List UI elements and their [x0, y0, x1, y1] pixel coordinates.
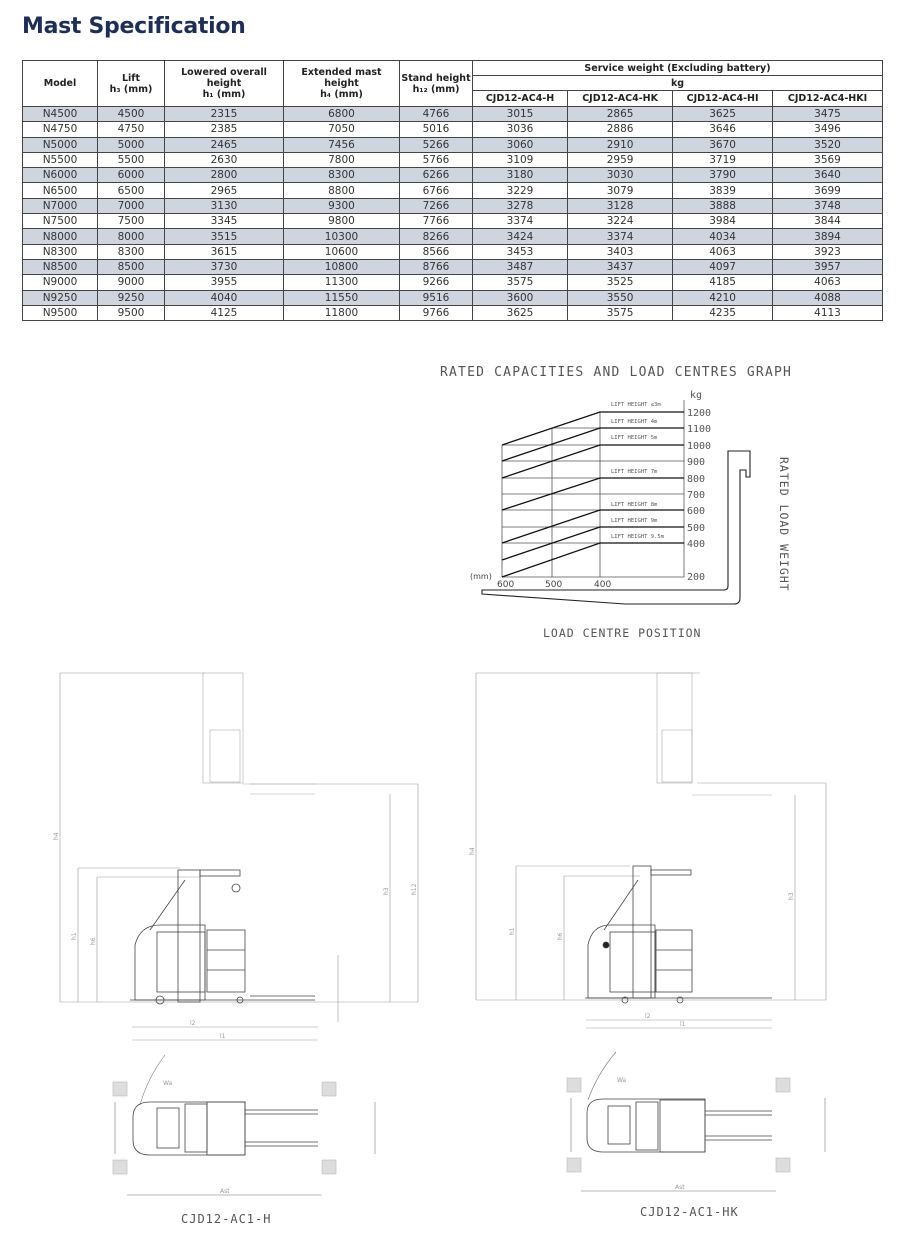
value-cell: 3525 [568, 275, 673, 290]
value-cell: 3374 [568, 229, 673, 244]
value-cell: 3130 [165, 198, 284, 213]
caption-right-drawing: CJD12-AC1-HK [640, 1205, 739, 1219]
value-cell: 8266 [400, 229, 473, 244]
model-cell: N4750 [23, 122, 98, 137]
svg-text:LIFT HEIGHT 4m: LIFT HEIGHT 4m [611, 419, 658, 425]
model-cell: N8300 [23, 244, 98, 259]
value-cell: 3699 [773, 183, 883, 198]
value-cell: 11550 [284, 290, 400, 305]
value-cell: 3984 [673, 214, 773, 229]
value-cell: 3030 [568, 168, 673, 183]
model-cell: N9250 [23, 290, 98, 305]
top-view-right [567, 1052, 825, 1191]
svg-text:200: 200 [687, 572, 706, 583]
value-cell: 8000 [98, 229, 165, 244]
value-cell: 7800 [284, 152, 400, 167]
side-view-left [60, 673, 418, 1040]
truck-body-right [585, 866, 772, 1003]
value-cell: 9800 [284, 214, 400, 229]
svg-text:h12: h12 [411, 883, 418, 895]
svg-text:400: 400 [687, 539, 706, 550]
value-cell: 3575 [568, 305, 673, 320]
value-cell: 3496 [773, 122, 883, 137]
value-cell: 3515 [165, 229, 284, 244]
value-cell: 3437 [568, 259, 673, 274]
value-cell: 3839 [673, 183, 773, 198]
value-cell: 7500 [98, 214, 165, 229]
header-stand-height: Stand height h₁₂ (mm) [400, 61, 473, 107]
value-cell: 4766 [400, 107, 473, 122]
value-cell: 3475 [773, 107, 883, 122]
graph-y-unit: kg [690, 390, 703, 401]
value-cell: 3520 [773, 137, 883, 152]
header-extended-height: Extended mast height h₄ (mm) [284, 61, 400, 107]
model-cell: N9500 [23, 305, 98, 320]
value-cell: 4235 [673, 305, 773, 320]
value-cell: 3730 [165, 259, 284, 274]
svg-text:h4: h4 [53, 832, 60, 840]
header-variant: CJD12-AC4-HK [568, 91, 673, 107]
value-cell: 4185 [673, 275, 773, 290]
header-variant: CJD12-AC4-H [473, 91, 568, 107]
value-cell: 2886 [568, 122, 673, 137]
graph-y-axis-label: RATED LOAD WEIGHT [777, 457, 791, 592]
svg-text:l1: l1 [220, 1033, 226, 1040]
value-cell: 7266 [400, 198, 473, 213]
model-cell: N7000 [23, 198, 98, 213]
svg-text:1200: 1200 [687, 408, 712, 419]
value-cell: 2315 [165, 107, 284, 122]
svg-text:h6: h6 [557, 932, 564, 940]
value-cell: 11800 [284, 305, 400, 320]
svg-text:h1: h1 [71, 932, 78, 940]
value-cell: 3625 [473, 305, 568, 320]
value-cell: 3036 [473, 122, 568, 137]
value-cell: 7456 [284, 137, 400, 152]
value-cell: 5766 [400, 152, 473, 167]
model-cell: N8500 [23, 259, 98, 274]
value-cell: 3424 [473, 229, 568, 244]
value-cell: 5266 [400, 137, 473, 152]
value-cell: 3079 [568, 183, 673, 198]
svg-text:h3: h3 [383, 887, 390, 895]
model-cell: N7500 [23, 214, 98, 229]
page-title: Mast Specification [22, 14, 246, 39]
value-cell: 3453 [473, 244, 568, 259]
value-cell: 9766 [400, 305, 473, 320]
value-cell: 4113 [773, 305, 883, 320]
value-cell: 10300 [284, 229, 400, 244]
value-cell: 4125 [165, 305, 284, 320]
value-cell: 3224 [568, 214, 673, 229]
value-cell: 3278 [473, 198, 568, 213]
value-cell: 2865 [568, 107, 673, 122]
svg-text:l1: l1 [680, 1021, 686, 1028]
value-cell: 11300 [284, 275, 400, 290]
value-cell: 2630 [165, 152, 284, 167]
value-cell: 3923 [773, 244, 883, 259]
value-cell: 4034 [673, 229, 773, 244]
header-lowered-height: Lowered overall height h₁ (mm) [165, 61, 284, 107]
value-cell: 3060 [473, 137, 568, 152]
header-lift: Lift h₃ (mm) [98, 61, 165, 107]
value-cell: 3790 [673, 168, 773, 183]
svg-text:Ast: Ast [220, 1188, 230, 1195]
value-cell: 8766 [400, 259, 473, 274]
svg-text:l2: l2 [645, 1013, 651, 1020]
svg-text:600: 600 [497, 580, 515, 590]
value-cell: 7766 [400, 214, 473, 229]
truck-body-left [130, 870, 315, 1004]
model-cell: N5000 [23, 137, 98, 152]
svg-text:LIFT HEIGHT 8m: LIFT HEIGHT 8m [611, 502, 658, 508]
model-cell: N8000 [23, 229, 98, 244]
value-cell: 9000 [98, 275, 165, 290]
side-view-right [476, 673, 826, 1028]
value-cell: 3748 [773, 198, 883, 213]
value-cell: 2800 [165, 168, 284, 183]
svg-text:500: 500 [545, 580, 563, 590]
top-dimension-labels [163, 1077, 685, 1195]
value-cell: 2965 [165, 183, 284, 198]
value-cell: 4500 [98, 107, 165, 122]
svg-text:h3: h3 [788, 892, 795, 900]
side-dimension-labels-right [469, 847, 795, 1028]
value-cell: 9300 [284, 198, 400, 213]
value-cell: 8500 [98, 259, 165, 274]
value-cell: 2385 [165, 122, 284, 137]
svg-text:500: 500 [687, 523, 706, 534]
value-cell: 3403 [568, 244, 673, 259]
graph-x-axis-label: LOAD CENTRE POSITION [543, 626, 702, 640]
value-cell: 6500 [98, 183, 165, 198]
value-cell: 4750 [98, 122, 165, 137]
value-cell: 3345 [165, 214, 284, 229]
svg-text:(mm): (mm) [470, 572, 492, 581]
value-cell: 4063 [773, 275, 883, 290]
graph-curve-labels [611, 402, 665, 540]
truck-top-left [133, 1102, 318, 1155]
header-service-unit: kg [473, 76, 883, 91]
value-cell: 3575 [473, 275, 568, 290]
value-cell: 3894 [773, 229, 883, 244]
value-cell: 6800 [284, 107, 400, 122]
value-cell: 3569 [773, 152, 883, 167]
svg-text:LIFT HEIGHT 7m: LIFT HEIGHT 7m [611, 469, 658, 475]
value-cell: 10800 [284, 259, 400, 274]
svg-text:800: 800 [687, 474, 706, 485]
value-cell: 3374 [473, 214, 568, 229]
truck-top-right [587, 1099, 772, 1152]
value-cell: 6766 [400, 183, 473, 198]
value-cell: 3600 [473, 290, 568, 305]
value-cell: 2465 [165, 137, 284, 152]
svg-text:Wa: Wa [617, 1077, 627, 1084]
value-cell: 3015 [473, 107, 568, 122]
svg-text:600: 600 [687, 506, 706, 517]
svg-text:LIFT HEIGHT ≤3m: LIFT HEIGHT ≤3m [611, 402, 661, 408]
value-cell: 3670 [673, 137, 773, 152]
header-service-weight: Service weight (Excluding battery) [473, 61, 883, 76]
top-view-left [113, 1055, 375, 1195]
value-cell: 9250 [98, 290, 165, 305]
value-cell: 2959 [568, 152, 673, 167]
model-cell: N4500 [23, 107, 98, 122]
value-cell: 9266 [400, 275, 473, 290]
value-cell: 9516 [400, 290, 473, 305]
value-cell: 10600 [284, 244, 400, 259]
value-cell: 3646 [673, 122, 773, 137]
value-cell: 6000 [98, 168, 165, 183]
svg-text:h4: h4 [469, 847, 476, 855]
svg-text:700: 700 [687, 490, 706, 501]
value-cell: 4210 [673, 290, 773, 305]
value-cell: 2910 [568, 137, 673, 152]
value-cell: 3640 [773, 168, 883, 183]
header-variant: CJD12-AC4-HI [673, 91, 773, 107]
value-cell: 3955 [165, 275, 284, 290]
value-cell: 5500 [98, 152, 165, 167]
svg-text:h1: h1 [509, 927, 516, 935]
value-cell: 3957 [773, 259, 883, 274]
value-cell: 4063 [673, 244, 773, 259]
svg-text:400: 400 [594, 580, 612, 590]
svg-text:1000: 1000 [687, 441, 712, 452]
svg-text:1100: 1100 [687, 424, 712, 435]
model-cell: N5500 [23, 152, 98, 167]
svg-text:LIFT HEIGHT 9m: LIFT HEIGHT 9m [611, 518, 658, 524]
value-cell: 4040 [165, 290, 284, 305]
svg-text:Ast: Ast [675, 1184, 685, 1191]
svg-text:LIFT HEIGHT 5m: LIFT HEIGHT 5m [611, 435, 658, 441]
model-cell: N6000 [23, 168, 98, 183]
value-cell: 3487 [473, 259, 568, 274]
value-cell: 3888 [673, 198, 773, 213]
value-cell: 7000 [98, 198, 165, 213]
value-cell: 8800 [284, 183, 400, 198]
svg-text:Wa: Wa [163, 1080, 173, 1087]
header-variant: CJD12-AC4-HKI [773, 91, 883, 107]
value-cell: 4097 [673, 259, 773, 274]
side-dimension-labels-left [53, 832, 418, 1040]
value-cell: 3550 [568, 290, 673, 305]
model-cell: N9000 [23, 275, 98, 290]
value-cell: 8300 [284, 168, 400, 183]
value-cell: 8300 [98, 244, 165, 259]
value-cell: 7050 [284, 122, 400, 137]
header-model: Model [23, 61, 98, 107]
svg-text:l2: l2 [190, 1020, 196, 1027]
value-cell: 3844 [773, 214, 883, 229]
value-cell: 3128 [568, 198, 673, 213]
value-cell: 3625 [673, 107, 773, 122]
caption-left-drawing: CJD12-AC1-H [181, 1212, 272, 1226]
value-cell: 8566 [400, 244, 473, 259]
value-cell: 4088 [773, 290, 883, 305]
value-cell: 9500 [98, 305, 165, 320]
svg-text:LIFT HEIGHT 9.5m: LIFT HEIGHT 9.5m [611, 534, 664, 540]
svg-text:h6: h6 [90, 937, 97, 945]
svg-text:900: 900 [687, 457, 706, 468]
value-cell: 3109 [473, 152, 568, 167]
graph-title: RATED CAPACITIES AND LOAD CENTRES GRAPH [440, 365, 793, 380]
value-cell: 6266 [400, 168, 473, 183]
graph-y-ticks [687, 408, 711, 583]
value-cell: 3719 [673, 152, 773, 167]
value-cell: 3229 [473, 183, 568, 198]
value-cell: 5000 [98, 137, 165, 152]
value-cell: 3615 [165, 244, 284, 259]
value-cell: 3180 [473, 168, 568, 183]
value-cell: 5016 [400, 122, 473, 137]
graph-x-ticks [470, 572, 611, 590]
model-cell: N6500 [23, 183, 98, 198]
